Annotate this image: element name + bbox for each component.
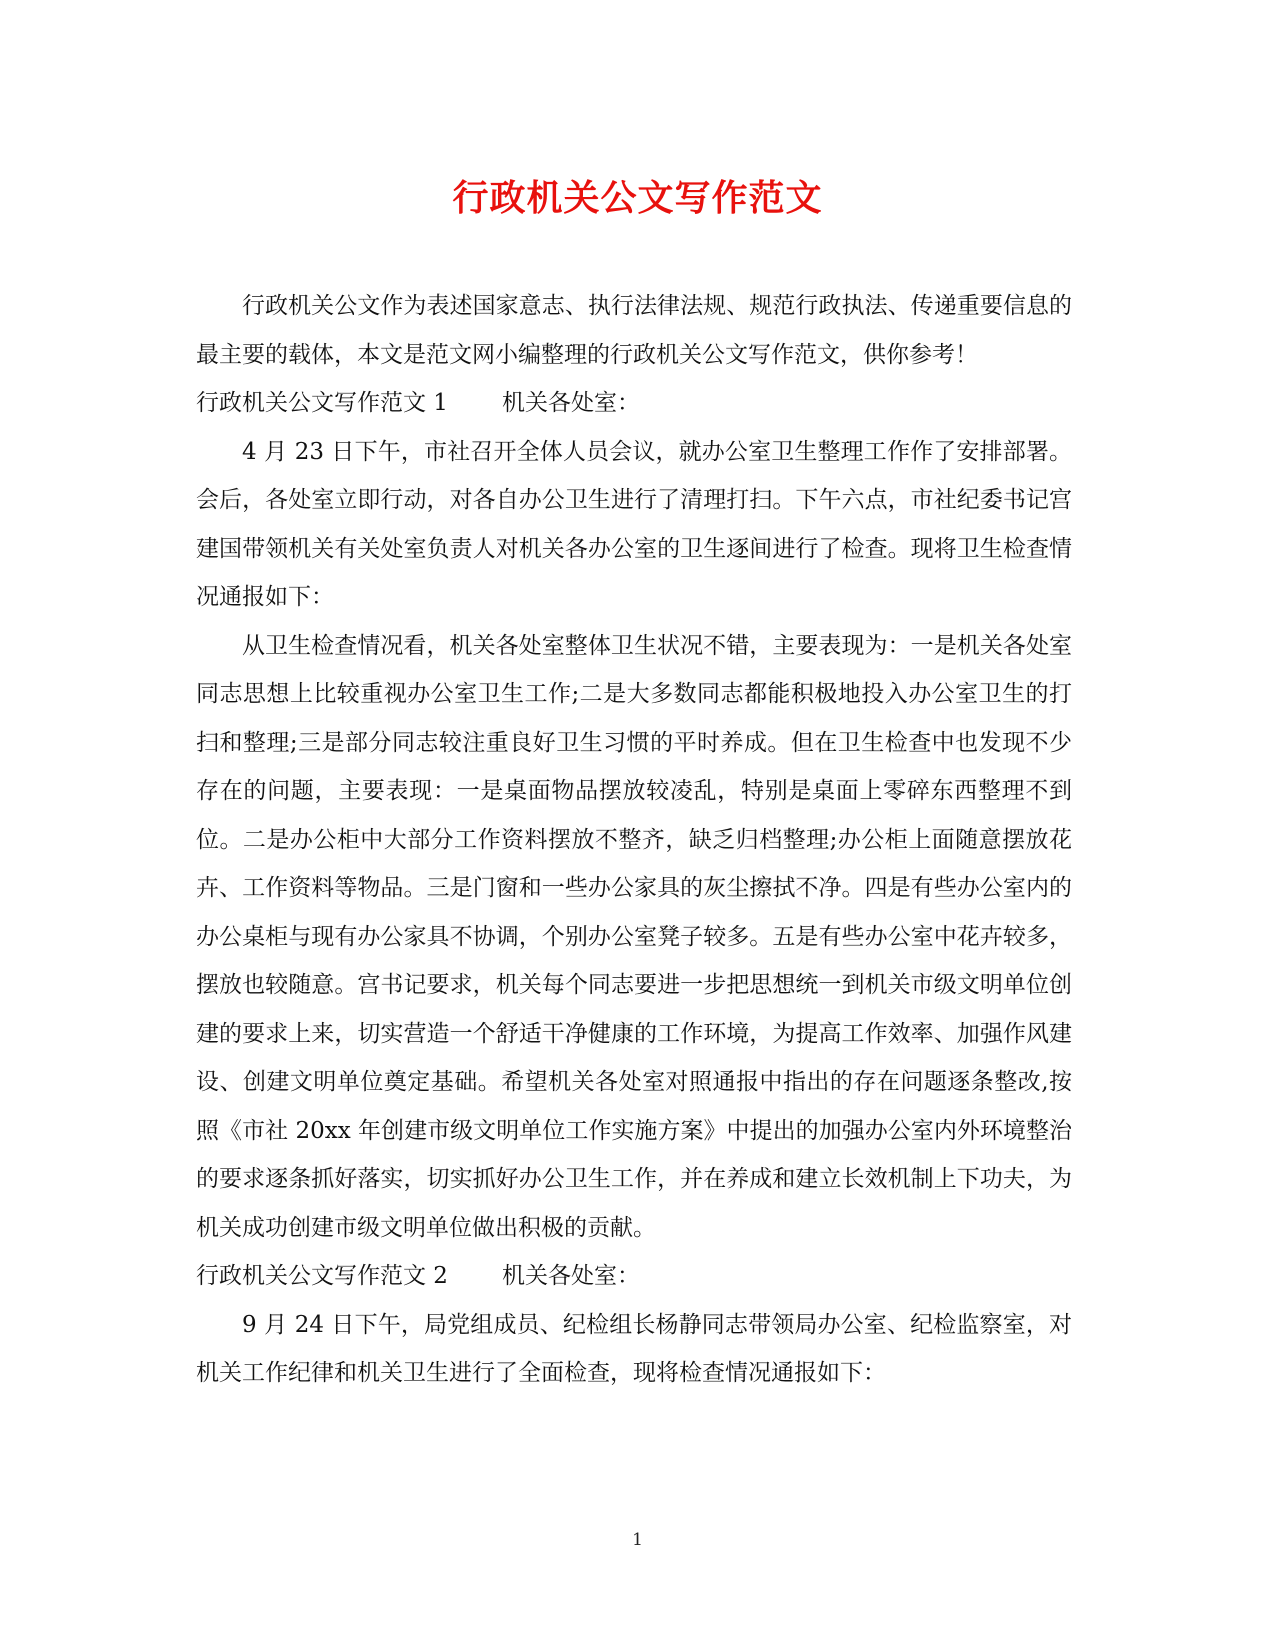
section-heading-1: [196, 379, 1072, 428]
section-title-1: 行政机关公文写作范文 1: [196, 390, 448, 416]
section1-paragraph-2: 从卫生检查情况看，机关各处室整体卫生状况不错，主要表现为：一是机关各处室同志思想上比较重视办公室卫生工作;二是大多数同志都能积极地投入办公室卫生的打扫和整理;三是部分同志较注重良好卫生习惯的平时养成。但在卫生检查中也发现不少存在的问题，主要表现：一是桌面物品摆放较凌乱，特别是桌面上零碎东西整理不到位。二是办公柜中大部分工作资料摆放不整齐，缺乏归档整理;办公柜上面随意摆放花卉、工作资料等物品。三是门窗和一些办公家具的灰尘擦拭不净。四是有些办公室内的办公桌柜与现有办公家具不协调，个别办公室凳子较多。五是有些办公室中花卉较多，摆放也较随意。宫书记要求，机关每个同志要进一步把思想统一到机关市级文明单位创建的要求上来，切实营造一个舒适干净健康的工作环境，为提高工作效率、加强作风建设、创建文明单位奠定基础。希望机关各处室对照通报中指出的存在问题逐条整改,按照《市社 20xx 年创建市级文明单位工作实施方案》中提出的加强办公室内外环境整治的要求逐条抓好落实，切实抓好办公卫生工作，并在养成和建立长效机制上下功夫，为机关成功创建市级文明单位做出积极的贡献。: [196, 632, 1072, 1241]
section1-paragraph-1: 4 月 23 日下午，市社召开全体人员会议，就办公室卫生整理工作作了安排部署。会后，各处室立即行动，对各自办公卫生进行了清理打扫。下午六点，市社纪委书记宫建国带领机关有关处室负责人对机关各办公室的卫生逐间进行了检查。现将卫生检查情况通报如下：: [196, 438, 1072, 610]
section-addressee-2: 机关各处室：: [501, 1263, 640, 1289]
section-addressee-1: 机关各处室：: [501, 390, 640, 416]
intro-paragraph: 行政机关公文作为表述国家意志、执行法律法规、规范行政执法、传递重要信息的最主要的载体，本文是范文网小编整理的行政机关公文写作范文，供你参考！: [196, 293, 1072, 368]
document-body: [196, 282, 1072, 1398]
document-title: 行政机关公文写作范文: [452, 177, 823, 219]
section-heading-2: [196, 1252, 1072, 1301]
section2-paragraph-1: 9 月 24 日下午，局党组成员、纪检组长杨静同志带领局办公室、纪检监察室，对机关工作纪律和机关卫生进行了全面检查，现将检查情况通报如下：: [196, 1311, 1072, 1386]
section-title-2: 行政机关公文写作范文 2: [196, 1263, 448, 1289]
page-number: 1: [632, 1530, 643, 1550]
